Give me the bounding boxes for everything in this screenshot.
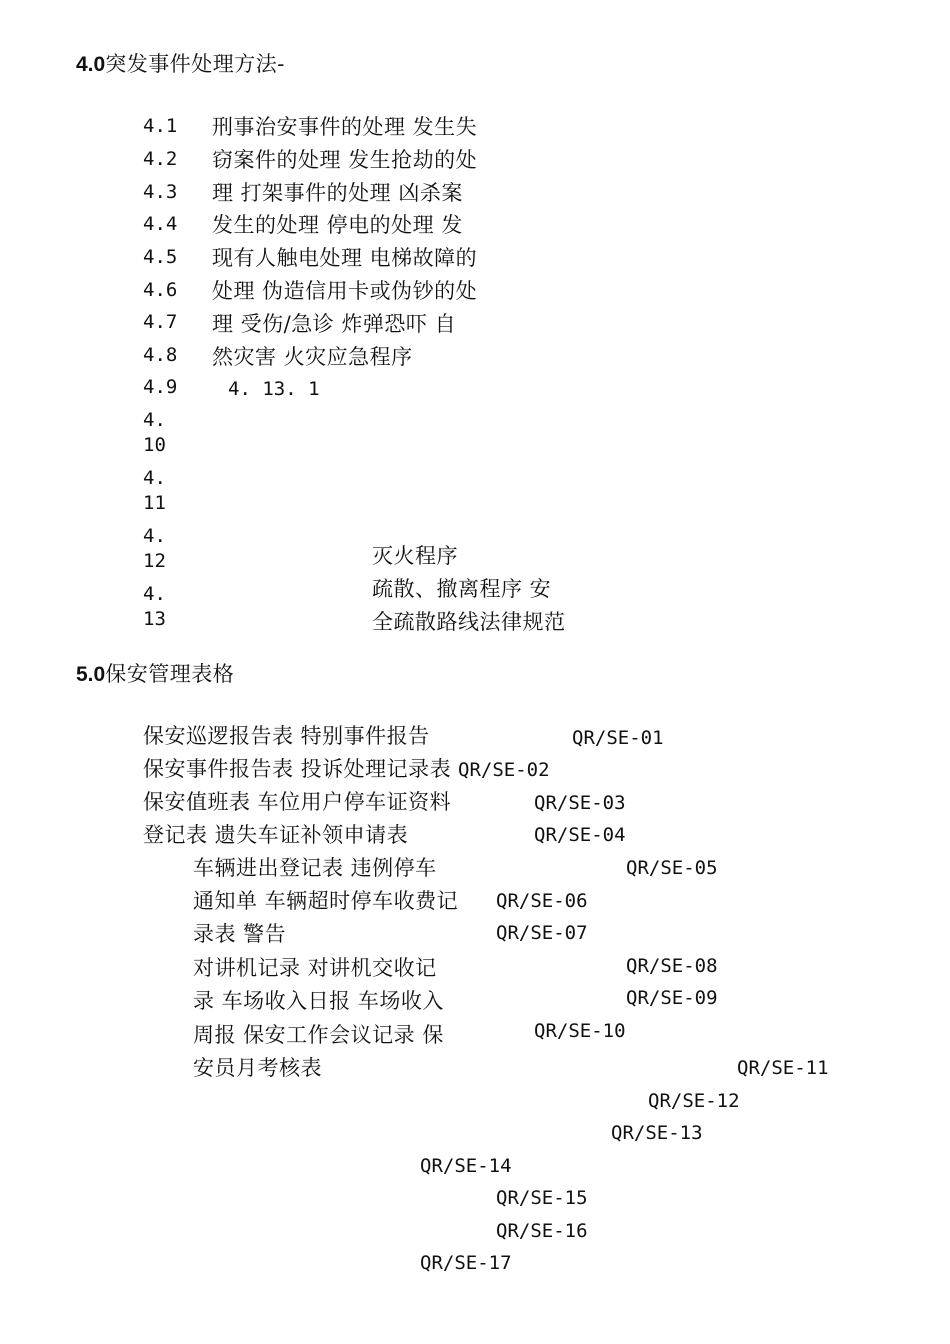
item-number-part: 10 (143, 434, 166, 456)
form-code: QR/SE-03 (534, 792, 626, 814)
item-number: 4.4 (143, 213, 178, 235)
section-5-heading (76, 658, 234, 688)
item-number-part: 12 (143, 550, 166, 572)
form-line: 车辆进出登记表 违例停车 (193, 856, 437, 880)
form-line: 登记表 遗失车证补领申请表 (143, 823, 409, 847)
form-line: 对讲机记录 对讲机交收记 (193, 956, 437, 980)
form-code: QR/SE-12 (648, 1090, 740, 1112)
form-code: QR/SE-15 (496, 1187, 588, 1209)
section-4-text-line: 现有人触电处理 电梯故障的 (212, 246, 478, 270)
form-code: QR/SE-05 (626, 857, 718, 879)
section-4-text-line: 处理 伪造信用卡或伪钞的处 (212, 279, 478, 303)
sub-item-number: 4. 13. 1 (228, 378, 320, 400)
item-number: 4.8 (143, 344, 178, 366)
section-4-text-line: 理 打架事件的处理 凶杀案 (212, 181, 463, 205)
section-4-text-line: 刑事治安事件的处理 发生失 (212, 115, 478, 139)
section-4-heading (76, 48, 285, 78)
form-code: QR/SE-10 (534, 1020, 626, 1042)
form-line: 录表 警告 (193, 922, 287, 946)
form-code: QR/SE-01 (572, 727, 664, 749)
item-number-part: 11 (143, 492, 166, 514)
section-4-text-line: 发生的处理 停电的处理 发 (212, 213, 463, 237)
item-number: 4.6 (143, 279, 178, 301)
item-number: 4.3 (143, 181, 178, 203)
item-number-part: 4. (143, 467, 166, 489)
section-4-number: 4.0 (76, 53, 106, 76)
form-line: 保安事件报告表 投诉处理记录表 (143, 757, 452, 781)
section-5-title: 保安管理表格 (105, 662, 235, 686)
item-number-part: 4. (143, 525, 166, 547)
item-number-part: 13 (143, 608, 166, 630)
item-number: 4.9 (143, 376, 178, 398)
sub-item-line: 疏散、撤离程序 安 (372, 577, 552, 601)
form-line: 保安巡逻报告表 特别事件报告 (143, 724, 430, 748)
item-number: 4.7 (143, 311, 178, 333)
form-code: QR/SE-09 (626, 987, 718, 1009)
form-line: 保安值班表 车位用户停车证资料 (143, 790, 452, 814)
form-code: QR/SE-04 (534, 824, 626, 846)
form-line: 录 车场收入日报 车场收入 (193, 989, 444, 1013)
form-code: QR/SE-17 (420, 1252, 512, 1274)
section-4-title: 突发事件处理方法- (105, 52, 285, 76)
section-4-text-line: 窃案件的处理 发生抢劫的处 (212, 148, 478, 172)
sub-item-line: 灭火程序 (372, 544, 458, 568)
item-number-part: 4. (143, 583, 166, 605)
form-code: QR/SE-06 (496, 890, 588, 912)
item-number: 4.2 (143, 148, 178, 170)
form-line: 安员月考核表 (193, 1056, 322, 1080)
section-4-text-line: 理 受伤/急诊 炸弹恐吓 自 (212, 312, 457, 336)
form-code: QR/SE-08 (626, 955, 718, 977)
form-line: 周报 保安工作会议记录 保 (193, 1023, 444, 1047)
form-code: QR/SE-16 (496, 1220, 588, 1242)
form-line: 通知单 车辆超时停车收费记 (193, 889, 459, 913)
form-code: QR/SE-13 (611, 1122, 703, 1144)
form-code: QR/SE-07 (496, 922, 588, 944)
section-4-text-line: 然灾害 火灾应急程序 (212, 345, 413, 369)
form-code: QR/SE-14 (420, 1155, 512, 1177)
section-5-number: 5.0 (76, 663, 106, 686)
form-code: QR/SE-11 (737, 1057, 829, 1079)
form-code: QR/SE-02 (458, 759, 550, 781)
sub-item-line: 全疏散路线法律规范 (372, 610, 566, 634)
item-number: 4.1 (143, 115, 178, 137)
item-number: 4.5 (143, 246, 178, 268)
item-number-part: 4. (143, 409, 166, 431)
